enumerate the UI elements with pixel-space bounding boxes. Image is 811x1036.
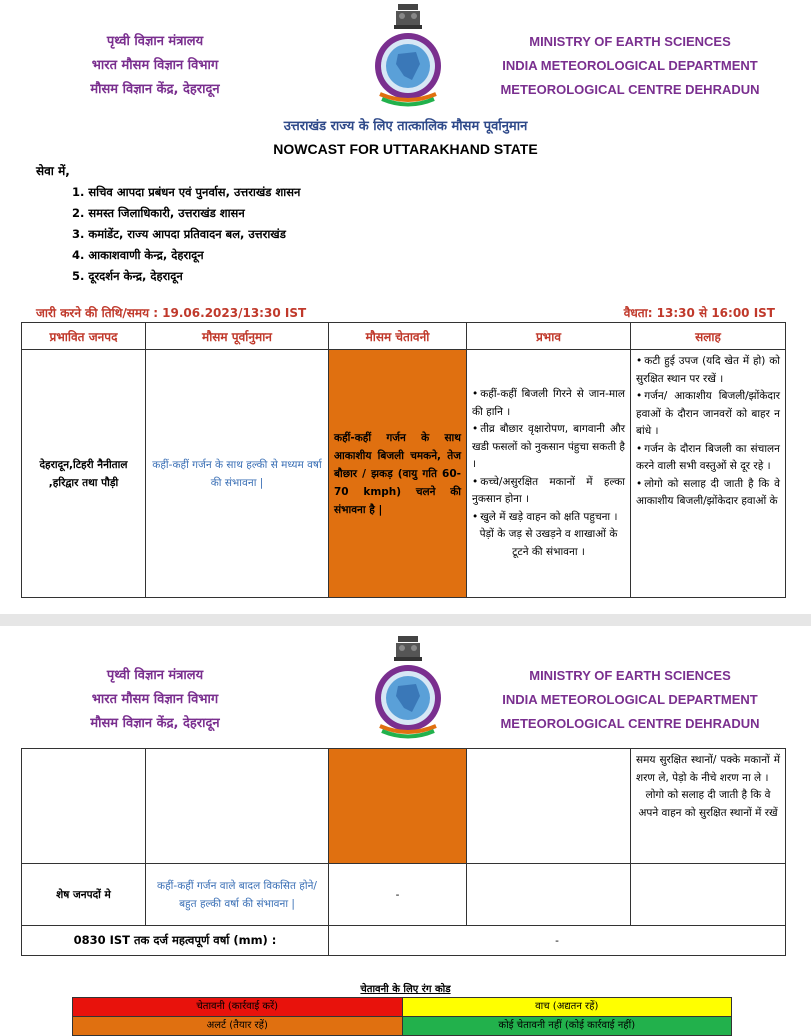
recipient-item: 4. आकाशवाणी केन्द्र, देहरादून bbox=[72, 248, 204, 262]
header-left bbox=[40, 30, 270, 102]
impact-cell bbox=[467, 350, 631, 598]
header-affected-district: प्रभावित जनपद bbox=[22, 323, 146, 350]
department-english: INDIA METEOROLOGICAL DEPARTMENT bbox=[502, 58, 758, 73]
color-code-row bbox=[73, 1017, 731, 1035]
color-code-watch: वाच (अद्यतन रहें) bbox=[403, 998, 732, 1016]
color-code-row bbox=[73, 998, 731, 1017]
impact-cell-continued bbox=[467, 749, 631, 864]
forecast-cell: कहीं-कहीं गर्जन वाले बादल विकसित होने/बहुत हल्की वर्षा की संभावना | bbox=[146, 864, 329, 926]
advice-continued-2: लोगो को सलाह दी जाती है कि वे अपने वाहन को सुरक्षित स्थानों में रखें bbox=[638, 789, 778, 819]
department-hindi: भारत मौसम विज्ञान विभाग bbox=[91, 692, 219, 707]
ministry-hindi: पृथ्वी विज्ञान मंत्रालय bbox=[106, 668, 204, 683]
advice-continued: समय सुरक्षित स्थानों/ पक्के मकानों में शरण ले, पेड़ो के नीचे शरण ना ले । bbox=[636, 754, 780, 784]
advice-item: • लोगो को सलाह दी जाती है कि वे आकाशीय बिजली/झोंकेदार हवाओं के bbox=[636, 476, 780, 511]
ministry-hindi: पृथ्वी विज्ञान मंत्रालय bbox=[106, 34, 204, 49]
table-row bbox=[22, 864, 786, 926]
advice-item: • गर्जन/ आकाशीय बिजली/झोंकेदार हवाओं के दौरान जानवरों को बाहर न बांधे । bbox=[636, 388, 780, 441]
color-code-warning: चेतावनी (कार्रवाई करें) bbox=[73, 998, 403, 1016]
impact-item: • कच्चे/असुरक्षित मकानों में हल्का नुकसान होना । bbox=[472, 474, 625, 509]
color-code-no-warning: कोई चेतावनी नहीं (कोई कार्रवाई नहीं) bbox=[403, 1017, 732, 1035]
impact-cell bbox=[467, 864, 631, 926]
ministry-english: MINISTRY OF EARTH SCIENCES bbox=[529, 34, 731, 49]
header-right bbox=[500, 664, 760, 736]
title-hindi: उत्तराखंड राज्य के लिए तात्कालिक मौसम पूर्वानुमान bbox=[283, 119, 528, 134]
color-code-alert: अलर्ट (तैयार रहें) bbox=[73, 1017, 403, 1035]
forecast-cell-continued bbox=[146, 749, 329, 864]
centre-english: METEOROLOGICAL CENTRE DEHRADUN bbox=[500, 716, 760, 731]
table-row bbox=[22, 350, 786, 598]
district-cell-continued bbox=[22, 749, 146, 864]
validity-time: वैधता: 13:30 से 16:00 IST bbox=[623, 306, 775, 320]
header-left bbox=[40, 664, 270, 736]
table-row bbox=[22, 926, 786, 956]
impact-item: • कहीं-कहीं बिजली गिरने से जान-माल की हानि । bbox=[472, 386, 625, 421]
centre-english: METEOROLOGICAL CENTRE DEHRADUN bbox=[500, 82, 760, 97]
district-cell: शेष जनपदों मे bbox=[22, 864, 146, 926]
advice-cell bbox=[631, 350, 786, 598]
district-cell: देहरादून,टिहरी नैनीताल ,हरिद्वार तथा पौड़ी bbox=[22, 350, 146, 598]
ministry-english: MINISTRY OF EARTH SCIENCES bbox=[529, 668, 731, 683]
advice-item: • गर्जन के दौरान बिजली का संचालन करने वाली सभी वस्तुओं से दूर रहे । bbox=[636, 441, 780, 476]
department-english: INDIA METEOROLOGICAL DEPARTMENT bbox=[502, 692, 758, 707]
advice-item: • कटी हुई उपज (यदि खेत में हो) को सुरक्षित स्थान पर रखें । bbox=[636, 353, 780, 388]
rainfall-label: 0830 IST तक दर्ज महत्वपूर्ण वर्षा (mm) : bbox=[22, 926, 329, 956]
recipient-list bbox=[72, 182, 300, 287]
issue-time: जारी करने की तिथि/समय : 19.06.2023/13:30 IST bbox=[36, 306, 307, 320]
warning-cell: - bbox=[329, 864, 467, 926]
advice-cell-continued bbox=[631, 749, 786, 864]
forecast-table bbox=[21, 322, 786, 598]
forecast-table-continued bbox=[21, 748, 786, 956]
header-advice: सलाह bbox=[631, 323, 786, 350]
header-right bbox=[500, 30, 760, 102]
recipient-item: 1. सचिव आपदा प्रबंधन एवं पुनर्वास, उत्तराखंड शासन bbox=[72, 185, 301, 199]
recipient-item: 5. दूरदर्शन केन्द्र, देहरादून bbox=[72, 269, 183, 283]
title-english: NOWCAST FOR UTTARAKHAND STATE bbox=[273, 141, 538, 157]
header-weather-forecast: मौसम पूर्वानुमान bbox=[146, 323, 329, 350]
department-hindi: भारत मौसम विज्ञान विभाग bbox=[91, 58, 219, 73]
impact-item: • तीव्र बौछार वृक्षारोपण, बागवानी और खडी फसलों को नुकसान पंहुचा सकती है । bbox=[472, 421, 625, 474]
centre-hindi: मौसम विज्ञान केंद्र, देहरादून bbox=[90, 716, 220, 731]
advice-cell bbox=[631, 864, 786, 926]
advice-list bbox=[636, 353, 780, 511]
recipient-item: 3. कमांडेंट, राज्य आपदा प्रतिवादन बल, उत्तराखंड bbox=[72, 227, 286, 241]
table-row bbox=[22, 749, 786, 864]
color-code-title: चेतावनी के लिए रंग कोड bbox=[360, 984, 451, 995]
rainfall-value: - bbox=[329, 926, 786, 956]
recipient-item: 2. समस्त जिलाधिकारी, उत्तराखंड शासन bbox=[72, 206, 245, 220]
header-weather-warning: मौसम चेतावनी bbox=[329, 323, 467, 350]
page-two bbox=[0, 626, 811, 1024]
page-separator bbox=[0, 614, 811, 626]
imd-emblem-logo bbox=[370, 2, 446, 108]
table-header-row bbox=[22, 323, 786, 350]
warning-cell: कहीं-कहीं गर्जन के साथ आकाशीय बिजली चमकने, तेज बौछार / झकड़ (वायु गति 60-70 kmph) चलने की संभावना है | bbox=[329, 350, 467, 598]
forecast-cell: कहीं-कहीं गर्जन के साथ हल्की से मध्यम वर्षा की संभावना | bbox=[146, 350, 329, 598]
color-code-legend bbox=[72, 997, 732, 1036]
centre-hindi: मौसम विज्ञान केंद्र, देहरादून bbox=[90, 82, 220, 97]
addressed-to: सेवा में, bbox=[36, 164, 70, 178]
imd-emblem-logo bbox=[370, 634, 446, 740]
warning-cell-continued bbox=[329, 749, 467, 864]
impact-tail: पेड़ों के जड़ से उखड़ने व शाखाओं के टूटने की संभावना । bbox=[479, 528, 618, 558]
impact-item: • खुले में खड़े वाहन को क्षति पहुचना । bbox=[472, 509, 625, 527]
header-impact: प्रभाव bbox=[467, 323, 631, 350]
impact-list bbox=[472, 386, 625, 526]
